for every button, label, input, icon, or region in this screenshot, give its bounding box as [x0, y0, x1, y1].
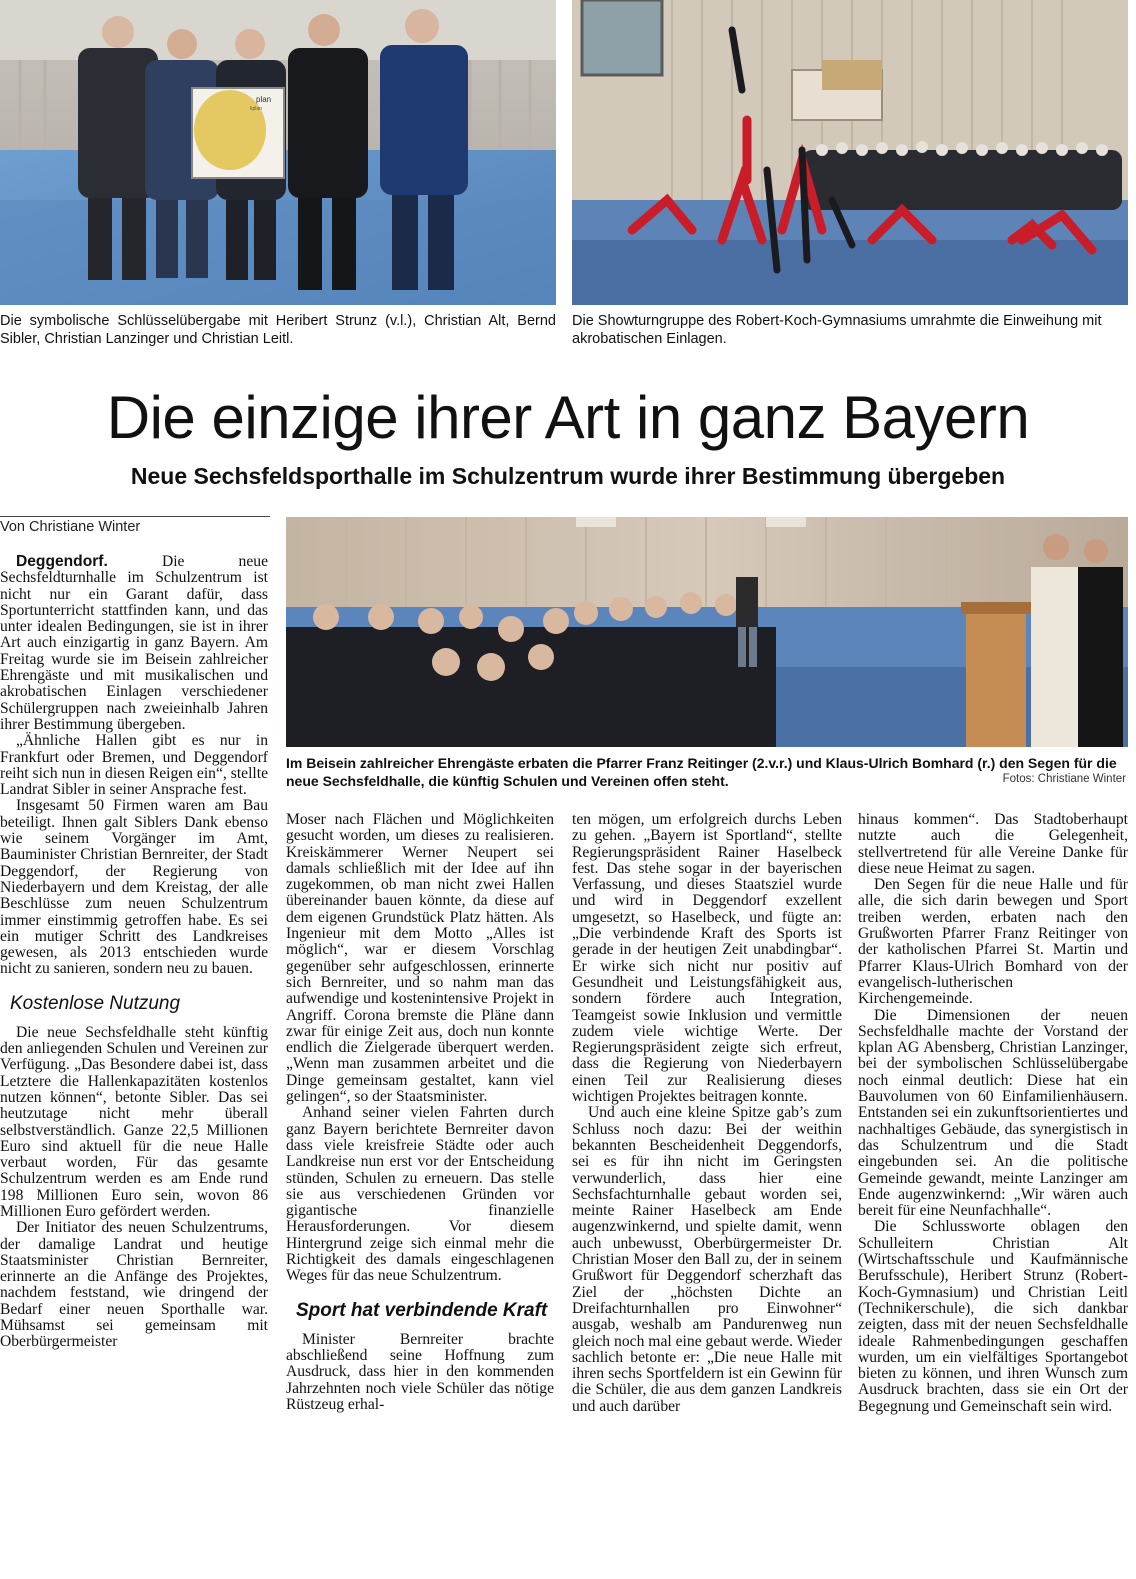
subheading-kostenlose-nutzung: Kostenlose Nutzung — [10, 992, 181, 1014]
byline-rule — [0, 516, 270, 517]
key-board-sign-label: plan — [256, 95, 272, 104]
col4-paragraph-2: Den Segen für die neue Halle und für alle, die sich darin bewegen und Sport treiben werden, erbaten nach den Grußworten Pfarrer Franz Reitinger von der katholischen Pfarrei St. Martin und Pfarrer Klaus-Ulrich Bomhard von der evangelisch-lutherischen Kirchengemeinde. — [858, 876, 1128, 1008]
photo-blessing — [286, 517, 1128, 747]
headline: Die einzige ihrer Art in ganz Bayern — [106, 384, 1030, 451]
caption-blessing: Im Beisein zahlreicher Ehrengäste erbaten die Pfarrer Franz Reitinger (2.v.r.) und Klaus-Ulrich Bomhard (r.) den Segen für die neue Sechsfeldhalle, die künftig Schulen und Vereinen offen steht. — [286, 755, 1117, 789]
col2-paragraph-1: Moser nach Flächen und Möglichkeiten gesucht worden, um dieses zu realisieren. Kreiskämmerer Werner Neupert sei damals schließlich mit der Idee auf ihn zugekommen, ob man nicht zwei Hallen übereinander bauen könnte, da diese auf dem eigenen Grundstück Platz hätten. Als Ingenieur mit dem Motto „Alles ist möglich“, war er diesem Vorschlag gegenüber sehr aufgeschlossen, erinnerte sich Bernreiter, und so nahm man das aufwendige und kostenintensive Projekt in Angriff. Corona bremste die Pläne dann zwar für einige Zeit aus, doch nun konnte endlich die Zielgerade überquert werden. „Wenn man zusammen arbeitet und die Dinge gemeinsam gestaltet, kann viel gelingen“, so der Staatsminister. — [286, 811, 554, 1106]
article-column-4 — [858, 812, 1128, 1415]
subheading-sport-verbindende-kraft: Sport hat verbindende Kraft — [296, 1299, 548, 1321]
photo-key-handover — [0, 0, 556, 305]
col1-paragraph-5: Der Initiator des neuen Schulzentrums, der damalige Landrat und heutige Staatsminister Christian Bernreiter, erinnerte an die Anfänge des Projektes, nachdem feststand, wie dringend der Bedarf einer neuen Sporthalle war. Mühsamst sei gemeinsam mit Oberbürgermeister — [0, 1219, 268, 1351]
col1-paragraph-3: Insgesamt 50 Firmen waren am Bau beteiligt. Ihnen galt Siblers Dank ebenso wie seinem Vorgänger im Amt, Bauminister Christian Bernreiter, der Stadt Deggendorf, der Regierung von Niederbayern und dem Kreistag, der alle Beschlüsse zum neuen Schulzentrum immer einstimmig getroffen habe. Es sei ein mutiger Schritt des Landkreises gewesen, als 2013 entschieden wurde nicht zu sanieren, sondern neu zu bauen. — [0, 797, 268, 978]
byline: Von Christiane Winter — [0, 519, 141, 535]
key-board-brand-label: kplan — [250, 106, 262, 112]
col4-paragraph-4: Die Schlussworte oblagen den Schulleitern Christian Alt (Wirtschaftsschule und Kaufmännische Berufsschule), Heribert Strunz (Robert-Koch-Gymnasium) und Christian Leitl (Technikerschule), die sich dankbar zeigten, dass mit der neuen Sechsfeldhalle ideale Rahmenbedingungen geschaffen wurden, um ein vielfältiges Sportangebot bieten zu können, und ihren Wunsch zum Ausdruck brachten, dass sie ein Ort der Begegnung und Gemeinschaft sein wird. — [858, 1218, 1128, 1415]
col3-paragraph-2: Und auch eine kleine Spitze gab’s zum Schluss noch dazu: Bei der weithin bekannten Bescheidenheit Deggendorfs, sei es für ihn nicht im Geringsten verwunderlich, dass hier eine Sechsfachturnhalle gebaut worden sei, meinte Rainer Haselbeck am Ende augenzwinkernd, und spielte damit, wenn auch unbewusst, Oberbürgermeister Dr. Christian Moser den Ball zu, der in seinem Grußwort für Deggendorf scherzhaft das Ziel der „höchsten Dichte an Dreifachturnhallen pro Einwohner“ ausgab, weshalb am Pandurenweg nun gleich noch mal eine gebaut werde. Wieder sachlich betonte er: „Die neue Halle mit ihren sechs Sportfeldern ist ein Gewinn für die Schüler, die aus dem ganzen Landkreis und auch darüber — [572, 1104, 842, 1415]
col1-paragraph-4: Die neue Sechsfeldhalle steht künftig den anliegenden Schulen und Vereinen zur Verfügung. „Das Besondere dabei ist, dass Letztere die Hallenkapazitäten kostenlos nutzen können“, betonte Sibler. Das sei heutzutage nicht mehr überall selbstverständlich. Ganze 22,5 Millionen Euro sind aktuell für die neue Halle verbaut worden, Für das gesamte Schulzentrum werden es am Ende rund 198 Millionen Euro sein, wovon 86 Millionen Euro gefördert werden. — [0, 1023, 268, 1220]
col1-paragraph-2: „Ähnliche Hallen gibt es nur in Frankfurt oder Bremen, und Deggendorf reiht sich nun in diesen Reigen ein“, stellte Landrat Sibler in seiner Ansprache fest. — [0, 732, 268, 799]
article-column-2 — [286, 812, 554, 1413]
col3-paragraph-1: ten mögen, um erfolgreich durchs Leben zu gehen. „Bayern ist Sportland“, stellte Regierungspräsident Rainer Haselbeck fest. Das stehe sogar in der bayerischen Verfassung, und dieses Staatsziel wurde und wird in Deggendorf exzellent umgesetzt, so Haselbeck, und fügte an: „Die verbindende Kraft des Sports ist gerade in der heutigen Zeit unabdingbar“. Er wirke sich nicht nur positiv auf Gesundheit und Leistungsfähigkeit aus, sondern fördere auch Integration, Teamgeist sowie Inklusion und vermittle zudem viele wichtige Werte. Der Regierungspräsident zeigte sich erfreut, dass die Regierung von Niederbayern einen Teil zur Realisierung dieses wichtigen Projektes beitragen konnte. — [572, 811, 842, 1106]
photo-blessing-image — [286, 517, 1128, 747]
photo-key-handover-image — [0, 0, 556, 305]
caption-gymnastics: Die Showturngruppe des Robert-Koch-Gymnasiums umrahmte die Einweihung mit akrobatischen Einlagen. — [572, 313, 1102, 347]
article-column-1 — [0, 554, 268, 1351]
dateline: Deggendorf. — [16, 553, 108, 570]
photo-credit: Fotos: Christiane Winter — [1002, 773, 1126, 785]
caption-key-handover: Die symbolische Schlüsselübergabe mit Heribert Strunz (v.l.), Christian Alt, Bernd Sibler, Christian Lanzinger und Christian Leitl. — [0, 313, 556, 347]
col4-paragraph-3: Die Dimensionen der neuen Sechsfeldhalle machte der Vorstand der kplan AG Abensberg, Christian Lanzinger, bei der symbolischen Schlüsselübergabe noch einmal deutlich: Diese hat ein Bauvolumen von 60 Einfamilienhäusern. Entstanden sei ein zukunftsorientiertes und nachhaltiges Gebäude, das synergistisch in das Schulzentrum und die Stadt eingebunden sei. An die politische Gemeinde gewandt, meinte Lanzinger am Ende augenzwinkernd: „Wir wären auch bereit für eine Neunfachhalle“. — [858, 1006, 1128, 1220]
photo-gymnastics — [572, 0, 1128, 305]
article-column-3 — [572, 812, 842, 1415]
col2-paragraph-2: Anhand seiner vielen Fahrten durch ganz Bayern berichtete Bernreiter davon dass viele kreisfreie Städte oder auch Landkreise nun erst vor der Entscheidung stünden, Schulen zu erneuern. Das stelle sie aus verschiedenen Gründen vor gigantische finanzielle Herausforderungen. Vor diesem Hintergrund zeige sich einmal mehr die Richtigkeit des damals eingeschlagenen Weges für das neue Schulzentrum. — [286, 1104, 554, 1285]
col4-paragraph-1: hinaus kommen“. Das Stadtoberhaupt nutzte auch die Gelegenheit, stellvertretend für alle Vereine Danke für diese neue Heimat zu sagen. — [858, 811, 1128, 877]
subheadline: Neue Sechsfeldsporthalle im Schulzentrum wurde ihrer Bestimmung übergeben — [130, 463, 1006, 489]
photo-gymnastics-image — [572, 0, 1128, 305]
col2-paragraph-3: Minister Bernreiter brachte abschließend seine Hoffnung zum Ausdruck, dass hier in den kommenden Jahrzehnten noch viele Schüler das nötige Rüstzeug erhal- — [286, 1330, 554, 1413]
col1-paragraph-1: Die neue Sechsfeldturnhalle im Schulzentrum ist nicht nur ein Garant dafür, dass Sportunterricht stattfinden kann, und das unter idealen Bedingungen, sie ist in ihrer Art auch einzigartig in ganz Bayern. Am Freitag wurde sie im Beisein zahlreicher Ehrengäste und mit musikalischen und akrobatischen Einlagen verschiedener Schülergruppen nach zweieinhalb Jahren ihrer Bestimmung übergeben. — [0, 553, 268, 733]
